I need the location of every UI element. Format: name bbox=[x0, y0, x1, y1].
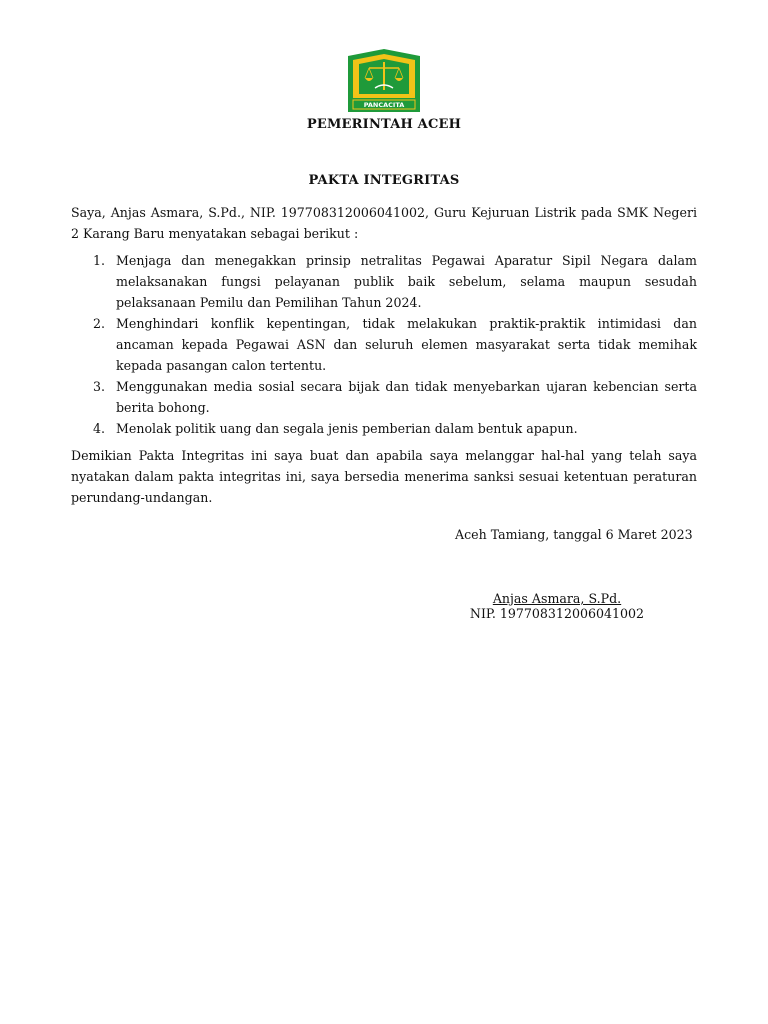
list-item-text: Menjaga dan menegakkan prinsip netralitas Pegawai Aparatur Sipil Negara dalam melaksanakan fungsi pelayanan publik baik sebelum, selama maupun sesudah pelaksanaan Pemilu dan Pemilihan Tahun 2024. bbox=[116, 253, 697, 310]
commitment-list bbox=[71, 250, 697, 439]
signatory-name-block bbox=[0, 591, 768, 607]
list-item bbox=[71, 418, 697, 439]
signatory-name: Anjas Asmara, S.Pd. bbox=[492, 591, 622, 606]
intro-paragraph: Saya, Anjas Asmara, S.Pd., NIP. 197708312006041002, Guru Kejuruan Listrik pada SMK Negeri 2 Karang Baru menyatakan sebagai berikut : bbox=[71, 205, 697, 241]
signatory-nip: NIP. 197708312006041002 bbox=[469, 606, 645, 621]
list-item-text: Menolak politik uang dan segala jenis pemberian dalam bentuk apapun. bbox=[116, 421, 578, 436]
closing-paragraph: Demikian Pakta Integritas ini saya buat dan apabila saya melanggar hal-hal yang telah saya nyatakan dalam pakta integritas ini, saya bersedia menerima sanksi sesuai ketentuan peraturan perundang-undangan. bbox=[71, 448, 697, 505]
place-date: Aceh Tamiang, tanggal 6 Maret 2023 bbox=[455, 527, 693, 542]
emblem-banner-text: PANCACITA bbox=[363, 101, 405, 109]
list-item-text: Menghindari konflik kepentingan, tidak melakukan praktik-praktik intimidasi dan ancaman kepada Pegawai ASN dan seluruh elemen masyarakat serta tidak memihak kepada pasangan calon tertentu. bbox=[116, 316, 697, 373]
list-item-number: 3. bbox=[93, 379, 106, 394]
government-heading: PEMERINTAH ACEH bbox=[306, 117, 462, 132]
list-item-number: 2. bbox=[93, 316, 106, 331]
list-item bbox=[71, 313, 697, 376]
list-item-text: Menggunakan media sosial secara bijak dan tidak menyebarkan ujaran kebencian serta berita bohong. bbox=[116, 379, 697, 415]
list-item-number: 4. bbox=[93, 421, 106, 436]
list-item bbox=[71, 250, 697, 313]
list-item bbox=[71, 376, 697, 418]
list-item-number: 1. bbox=[93, 253, 106, 268]
aceh-emblem-logo bbox=[345, 48, 423, 114]
document-title: PAKTA INTEGRITAS bbox=[308, 173, 460, 188]
